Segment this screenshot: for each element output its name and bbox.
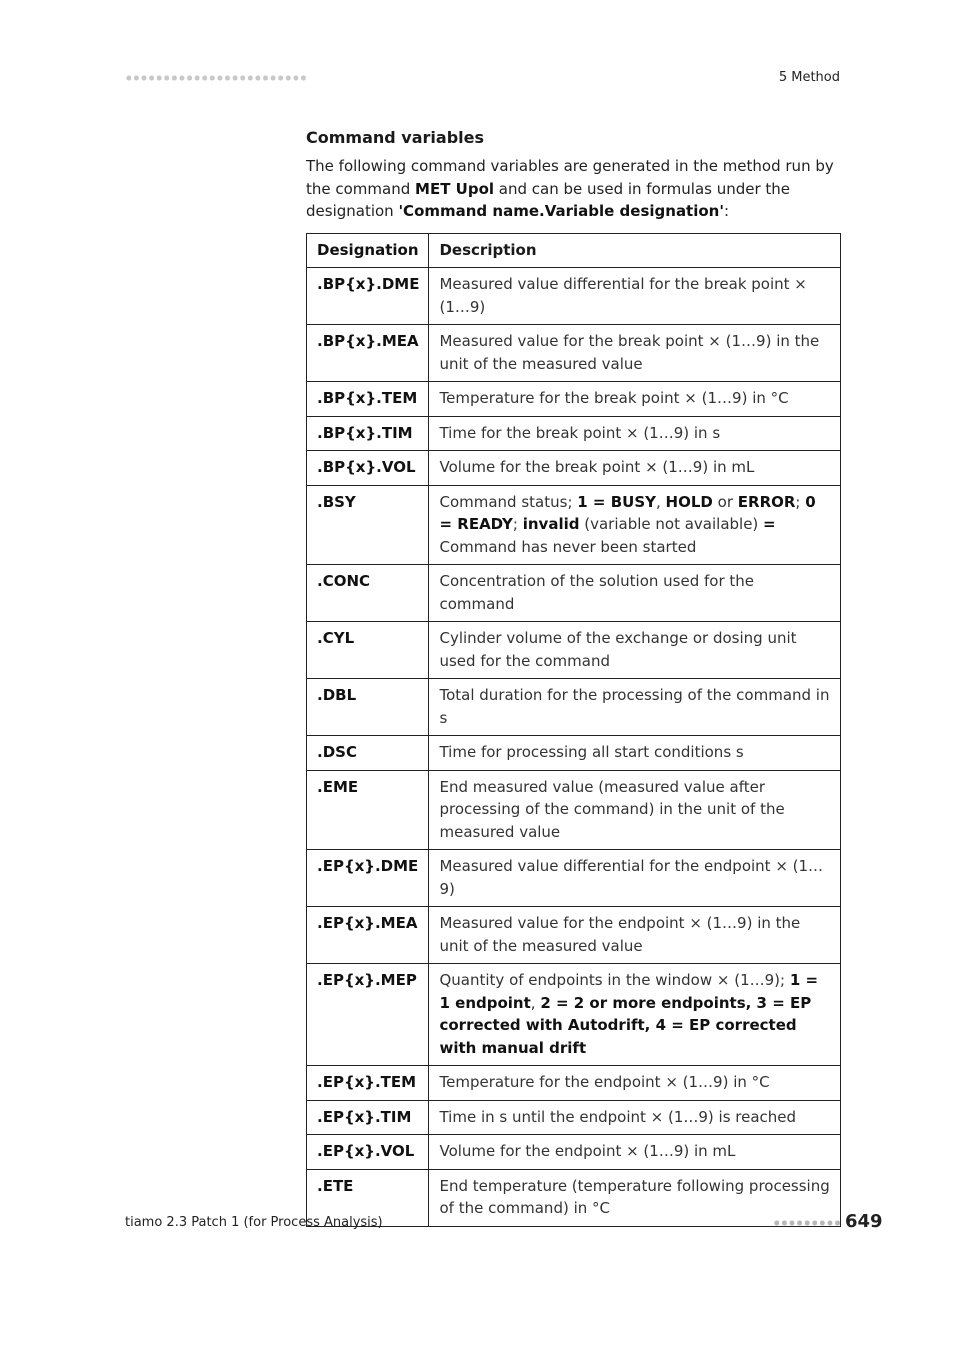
designation-cell: .BP{x}.TIM <box>307 416 429 451</box>
table-row <box>307 416 841 451</box>
table-row <box>307 622 841 679</box>
designation-cell: .EP{x}.VOL <box>307 1135 429 1170</box>
section-title: Command variables <box>306 128 484 147</box>
bold-text: HOLD <box>665 492 713 511</box>
description-cell <box>429 1169 841 1226</box>
table-row <box>307 565 841 622</box>
command-variables-table <box>306 233 841 1227</box>
text-run: ; <box>795 492 806 511</box>
designation-cell: .EP{x}.MEA <box>307 907 429 964</box>
text-run: Measured value differential for the break point × (1…9) <box>439 275 807 316</box>
header-decoration-dots <box>125 74 307 82</box>
description-cell <box>429 382 841 417</box>
bold-text: ERROR <box>737 492 796 511</box>
text-run: Measured value for the break point × (1…9) in the unit of the measured value <box>439 332 820 373</box>
text-run: Quantity of endpoints in the window × (1…9); <box>439 971 790 989</box>
text-run: ; <box>512 515 523 533</box>
description-cell <box>429 1066 841 1101</box>
table-row <box>307 268 841 325</box>
table-row <box>307 382 841 417</box>
text-run: Volume for the endpoint × (1…9) in mL <box>439 1142 736 1160</box>
designation-cell: .CYL <box>307 622 429 679</box>
description-cell <box>429 451 841 486</box>
bold-text: 1 = 1 endpoint <box>439 971 819 1012</box>
bold-text: 1 = BUSY <box>577 492 656 511</box>
designation-cell: .EP{x}.MEP <box>307 964 429 1066</box>
designation-cell: .ETE <box>307 1169 429 1226</box>
header-description: Description <box>429 233 841 268</box>
designation-cell: .EP{x}.TEM <box>307 1066 429 1101</box>
table-row <box>307 1100 841 1135</box>
header-designation: Designation <box>307 233 429 268</box>
page-number: 649 <box>845 1211 883 1232</box>
intro-paragraph <box>306 155 841 223</box>
description-cell <box>429 1135 841 1170</box>
designation-cell: .DSC <box>307 736 429 771</box>
table-row <box>307 770 841 850</box>
text-run: Command has never been started <box>439 537 697 556</box>
designation-cell: .CONC <box>307 565 429 622</box>
text-run: Temperature for the endpoint × (1…9) in °C <box>439 1073 770 1091</box>
table-row <box>307 451 841 486</box>
bold-text: MET Upol <box>415 179 495 198</box>
text-run: , <box>656 492 666 511</box>
header-section-title: 5 Method <box>778 70 840 85</box>
description-cell <box>429 770 841 850</box>
description-cell <box>429 679 841 736</box>
text-run: Time in s until the endpoint × (1…9) is reached <box>439 1107 797 1126</box>
designation-cell: .BP{x}.DME <box>307 268 429 325</box>
bold-text: = <box>763 515 776 533</box>
description-cell <box>429 622 841 679</box>
text-run: Command status; <box>439 492 578 511</box>
table-row <box>307 736 841 771</box>
table-row <box>307 964 841 1066</box>
designation-cell: .EP{x}.TIM <box>307 1100 429 1135</box>
text-run: The following command variables are generated in the method run by the command <box>306 157 834 198</box>
text-run: Measured value differential for the endpoint × (1…9) <box>439 857 824 898</box>
designation-cell: .BP{x}.MEA <box>307 325 429 382</box>
text-run: End measured value (measured value after processing of the command) in the unit of the measured value <box>439 777 785 841</box>
text-run: Cylinder volume of the exchange or dosing unit used for the command <box>439 629 797 670</box>
table-row <box>307 1135 841 1170</box>
description-cell <box>429 268 841 325</box>
text-run: Time for the break point × (1…9) in s <box>439 423 721 442</box>
text-run: Temperature for the break point × (1…9) in °C <box>439 389 789 407</box>
description-cell <box>429 736 841 771</box>
description-cell <box>429 325 841 382</box>
bold-text: 'Command name.Variable designation' <box>398 202 724 220</box>
description-cell <box>429 850 841 907</box>
bold-text: invalid <box>522 515 580 533</box>
footer-decoration-dots <box>773 1219 841 1227</box>
designation-cell: .EP{x}.DME <box>307 850 429 907</box>
table-row <box>307 850 841 907</box>
description-cell <box>429 565 841 622</box>
text-run: Concentration of the solution used for the command <box>439 572 754 613</box>
text-run: Measured value for the endpoint × (1…9) in the unit of the measured value <box>439 914 801 955</box>
designation-cell: .EME <box>307 770 429 850</box>
text-run: Volume for the break point × (1…9) in mL <box>439 458 755 476</box>
text-run: , <box>530 993 541 1012</box>
text-run: Time for processing all start conditions s <box>439 743 744 761</box>
table-row <box>307 679 841 736</box>
table-row <box>307 1169 841 1226</box>
text-run: or <box>712 492 738 511</box>
table-row <box>307 1066 841 1101</box>
table-header-row <box>307 233 841 268</box>
bold-text: 2 = 2 or more endpoints, 3 = EP corrected with Autodrift, 4 = EP corrected with manual drift <box>439 993 812 1057</box>
bold-text: 0 = READY <box>439 492 816 533</box>
description-cell <box>429 1100 841 1135</box>
designation-cell: .BP{x}.VOL <box>307 451 429 486</box>
table-row <box>307 907 841 964</box>
table-body <box>307 268 841 1227</box>
text-run: and can be used in formulas under the designation <box>306 179 791 220</box>
description-cell <box>429 485 841 565</box>
table-row <box>307 325 841 382</box>
main-content <box>306 127 841 1227</box>
text-run: (variable not available) <box>579 515 764 533</box>
text-run: End temperature (temperature following processing of the command) in °C <box>439 1176 830 1217</box>
description-cell <box>429 907 841 964</box>
designation-cell: .BSY <box>307 485 429 565</box>
table-row <box>307 485 841 565</box>
footer-product-name: tiamo 2.3 Patch 1 (for Process Analysis) <box>125 1215 383 1230</box>
description-cell <box>429 964 841 1066</box>
text-run: : <box>723 202 730 220</box>
designation-cell: .BP{x}.TEM <box>307 382 429 417</box>
designation-cell: .DBL <box>307 679 429 736</box>
description-cell <box>429 416 841 451</box>
text-run: Total duration for the processing of the command in s <box>439 686 830 727</box>
